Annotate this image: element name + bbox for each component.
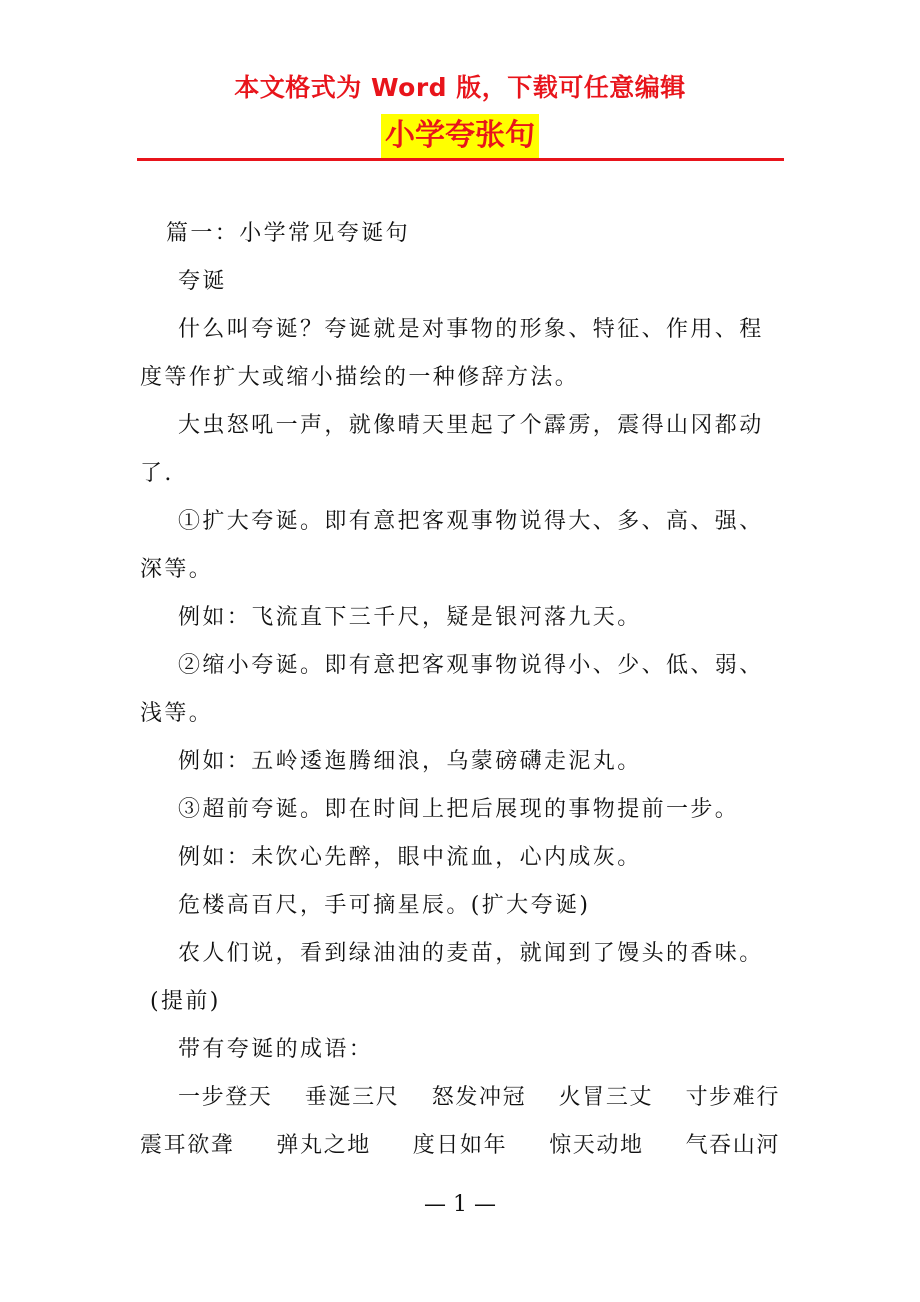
title-divider [137,158,784,161]
idiom: 气吞山河 [685,1133,780,1158]
idioms-row-1 [140,1074,780,1122]
format-notice: 本文格式为 Word 版，下载可任意编辑 [234,73,686,102]
section-heading: 篇一：小学常见夸诞句 [166,221,411,246]
paragraph-enlarge-line1: ①扩大夸诞。即有意把客观事物说得大、多、高、强、 [178,509,764,534]
page-number: — 1 — [424,1192,496,1217]
idiom: 寸步难行 [685,1085,780,1110]
paragraph-advance-example: 例如：未饮心先醉，眼中流血，心内成灰。 [178,845,642,870]
paragraph-definition-line2: 度等作扩大或缩小描绘的一种修辞方法。 [140,365,580,390]
paragraph-enlarge-line2: 深等。 [140,557,214,582]
idioms-heading: 带有夸诞的成语： [178,1037,374,1062]
paragraph-shrink-example: 例如：五岭逶迤腾细浪，乌蒙磅礴走泥丸。 [178,749,642,774]
sub-heading: 夸诞 [178,269,227,294]
paragraph-advance: ③超前夸诞。即在时间上把后展现的事物提前一步。 [178,797,740,822]
paragraph-example-tower: 危楼高百尺，手可摘星辰。(扩大夸诞) [178,893,591,918]
idioms-row-2 [140,1122,780,1170]
idiom: 震耳欲聋 [140,1133,235,1158]
title-container [0,114,920,158]
paragraph-example-farmers-line1: 农人们说，看到绿油油的麦苗，就闻到了馒头的香味。 [178,941,764,966]
idiom: 一步登天 [178,1085,273,1110]
paragraph-shrink-line2: 浅等。 [140,701,214,726]
idiom: 弹丸之地 [276,1133,371,1158]
paragraph-definition-line1: 什么叫夸诞？夸诞就是对事物的形象、特征、作用、程 [178,317,764,342]
paragraph-example-tiger-line1: 大虫怒吼一声，就像晴天里起了个霹雳，震得山冈都动 [178,413,764,438]
idiom: 惊天动地 [549,1133,644,1158]
idiom: 怒发冲冠 [431,1085,527,1110]
idiom: 度日如年 [412,1133,508,1158]
paragraph-shrink-line1: ②缩小夸诞。即有意把客观事物说得小、少、低、弱、 [178,653,764,678]
paragraph-example-tiger-line2: 了. [140,461,174,486]
document-body [140,210,780,1170]
document-title: 小学夸张句 [381,114,539,158]
idiom: 垂涎三尺 [304,1085,400,1110]
idiom: 火冒三丈 [558,1085,654,1110]
paragraph-enlarge-example: 例如：飞流直下三千尺，疑是银河落九天。 [178,605,642,630]
paragraph-example-farmers-line2: (提前) [150,989,221,1014]
